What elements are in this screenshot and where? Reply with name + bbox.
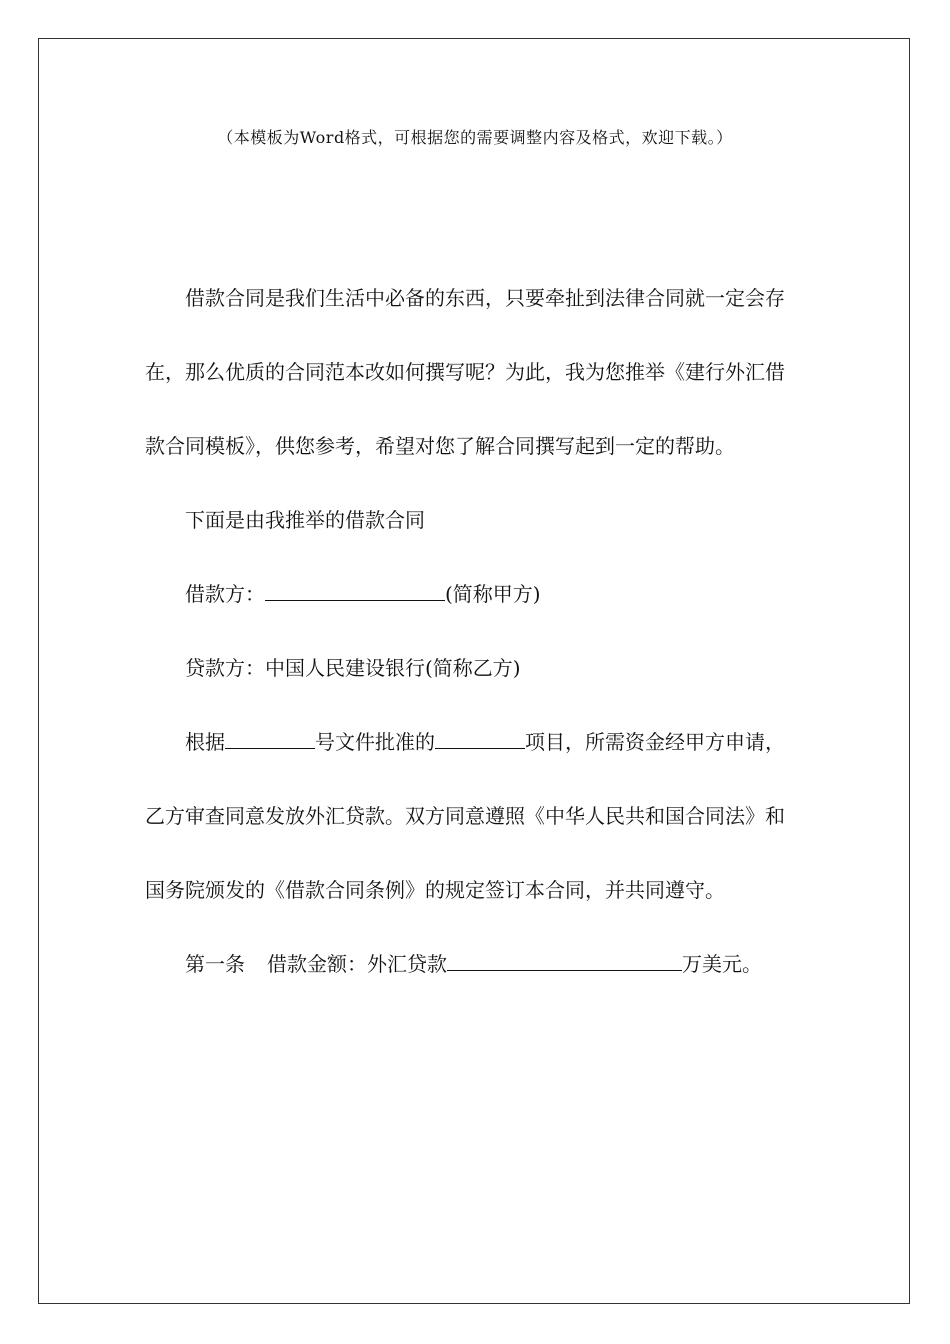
article-1-label: 借款金额：外汇贷款: [267, 952, 447, 976]
contract-body: [145, 261, 795, 1001]
borrower-blank[interactable]: [265, 578, 445, 601]
project-name-blank[interactable]: [435, 726, 525, 749]
basis-text-1: 根据: [185, 730, 225, 754]
article-1-title: 第一条: [185, 952, 245, 976]
document-number-blank[interactable]: [225, 726, 315, 749]
article-1-line: [145, 927, 795, 1001]
lender-line: 贷款方：中国人民建设银行(简称乙方): [185, 656, 521, 680]
article-1-suffix: 万美元。: [682, 952, 762, 976]
lead-paragraph: 下面是由我推举的借款合同: [185, 508, 425, 532]
borrower-suffix: (简称甲方): [445, 582, 541, 606]
basis-text-3: 项目，所需资金经甲方申请，乙方审查同意发放外汇贷款。双方同意遵照《中华人民共和国合同法》和国务院颁发的《借款合同条例》的规定签订本合同，并共同遵守。: [145, 730, 785, 902]
basis-paragraph: [145, 705, 795, 927]
loan-amount-blank[interactable]: [447, 948, 682, 971]
borrower-label: 借款方：: [185, 582, 265, 606]
basis-text-2: 号文件批准的: [315, 730, 435, 754]
template-note: （本模板为Word格式，可根据您的需要调整内容及格式，欢迎下载。）: [217, 128, 733, 147]
borrower-line: [145, 557, 795, 631]
intro-paragraph: 借款合同是我们生活中必备的东西，只要牵扯到法律合同就一定会存在，那么优质的合同范本改如何撰写呢？为此，我为您推举《建行外汇借款合同模板》，供您参考，希望对您了解合同撰写起到一定的帮助。: [145, 286, 785, 458]
